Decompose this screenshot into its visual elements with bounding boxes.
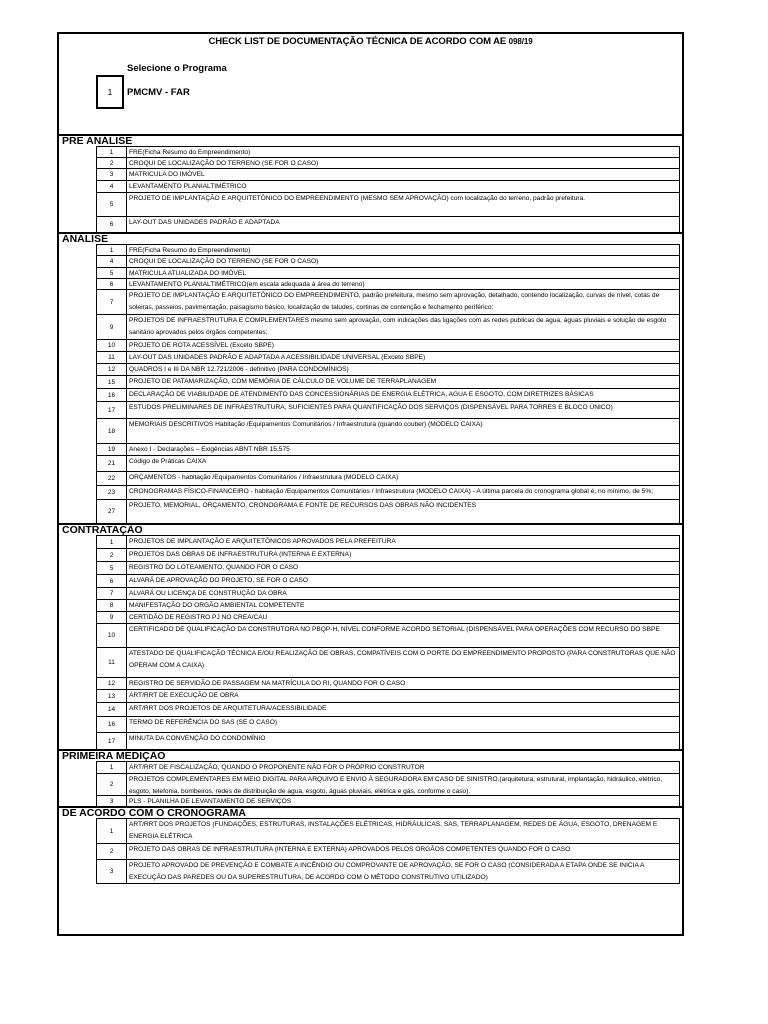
checklist-row[interactable] <box>96 623 680 648</box>
checklist-row[interactable] <box>96 647 680 678</box>
program-number-field[interactable]: 1 <box>96 75 124 109</box>
title-text: CHECK LIST DE DOCUMENTAÇÃO TÉCNICA DE ACORDO COM AE <box>208 36 507 47</box>
checklist-row[interactable] <box>96 216 680 233</box>
program-name: PMCMV - FAR <box>127 87 190 98</box>
item-number: 3 <box>97 860 127 883</box>
checklist-row[interactable] <box>96 314 680 340</box>
item-number: 4 <box>97 256 127 267</box>
item-number: 9 <box>97 612 127 623</box>
item-description: PROJETOS DE IMPLANTAÇÃO E ARQUITETÔNICOS APROVADOS PELA PREFEITURA <box>129 538 396 545</box>
item-number: 6 <box>97 575 127 587</box>
checklist-row[interactable] <box>96 401 680 419</box>
item-description: FRE(Ficha Resumo do Empreendimento) <box>129 149 251 156</box>
item-description: PROJETOS DAS OBRAS DE INFRAESTRUTURA (INTERNA E EXTERNA) <box>129 551 352 558</box>
item-description: FRE(Ficha Resumo do Empreendimento) <box>129 247 251 254</box>
item-description: CERTIDÃO DE REGISTRO PJ NO CREA/CAU <box>129 614 268 621</box>
item-description: ESTUDOS PRELIMINARES DE INFRAESTRUTURA, SUFICIENTES PARA QUANTIFICAÇÃO DOS SERVIÇOS (DISPENSÁVEL PARA TORRES E BLOCO ÚNICO) <box>129 404 613 411</box>
item-number: 2 <box>97 158 127 168</box>
item-number: 2 <box>97 774 127 795</box>
checklist-row[interactable] <box>96 535 680 549</box>
item-number: 14 <box>97 703 127 716</box>
item-description: MATRICULA DO IMÓVEL <box>129 171 205 178</box>
item-number: 10 <box>97 624 127 647</box>
item-description: Anexo I - Declarações – Exigências ABNT NBR 15.575 <box>129 446 290 453</box>
item-description: ART/RRT DOS PROJETOS (FUNDAÇÕES, ESTRUTURAS, INSTALAÇÕES ELÉTRICAS, HIDRÁULICAS, SAS, TERRAPLANAGEM, REDES DE ÁGUA, ESGOTO, DRENAGEM E ENERGIA ELÉTRICA <box>129 821 658 840</box>
item-description: CRONOGRAMAS FÍSICO-FINANCEIRO - habitação /Equipamentos Comunitários / Infraestrutura (MODELO CAIXA) - A última parcela do cronograma global é, no mínimo, de 5%; <box>129 488 654 495</box>
item-number: 19 <box>97 444 127 455</box>
item-number: 5 <box>97 562 127 574</box>
item-description: ART/RRT DE EXECUÇÃO DE OBRA <box>129 692 239 699</box>
section-header: DE ACORDO COM O CRONOGRAMA <box>59 806 682 819</box>
item-number: 11 <box>97 352 127 363</box>
checklist-row[interactable] <box>96 859 680 884</box>
item-description: ART/RRT DOS PROJETOS DE ARQUITETURA/ACESSIBILIDADE <box>129 705 327 712</box>
item-description: PROJETO DE IMPLANTAÇÃO E ARQUITETÔNICO DO EMPREENDIMENTO, padrão prefeitura, mesmo sem aprovação, detalhado, contendo localização, curvas de nível, cotas de soleiras, passeios, pavimentação, paisagismo básico, localização de taludes, cortinas de contenção e fechamento periférico; <box>129 292 660 311</box>
item-number: 4 <box>97 181 127 192</box>
item-number: 11 <box>97 648 127 677</box>
item-description: LAY-OUT DAS UNIDADES PADRÃO E ADAPTADA <box>129 219 280 226</box>
item-number: 7 <box>97 290 127 314</box>
item-description: PLS - PLANILHA DE LEVANTAMENTO DE SERVIÇOS <box>129 798 292 805</box>
item-number: 1 <box>97 536 127 548</box>
item-description: MANIFESTAÇÃO DO ORGÃO AMBIENTAL COMPETENTE <box>129 602 305 609</box>
item-number: 21 <box>97 456 127 471</box>
checklist-row[interactable] <box>96 716 680 733</box>
item-number: 5 <box>97 193 127 216</box>
item-number: 12 <box>97 364 127 375</box>
section-header: ANÁLISE <box>59 232 682 245</box>
select-program-label: Selecione o Programa <box>127 63 227 74</box>
item-description: PROJETO DE IMPLANTAÇÃO E ARQUITETÔNICO DO EMPREENDIMENTO (MESMO SEM APROVAÇÃO) com localização do terreno, padrão prefeitura. <box>129 195 586 202</box>
item-description: PROJETO, MEMORIAL, ORÇAMENTO, CRONOGRAMA E FONTE DE RECURSOS DAS OBRAS NÃO INCIDENTES <box>129 502 477 509</box>
checklist-row[interactable] <box>96 689 680 703</box>
item-number: 12 <box>97 678 127 689</box>
item-number: 1 <box>97 762 127 773</box>
item-description: ART/RRT DE FISCALIZAÇÃO, QUANDO O PROPONENTE NÃO FOR O PRÓPRIO CONSTRUTOR <box>129 764 425 771</box>
item-number: 15 <box>97 376 127 388</box>
item-number: 1 <box>97 819 127 843</box>
item-description: PROJETOS COMPLEMENTARES EM MEIO DIGITAL PARA ARQUIVO E ENVIO À SEGURADORA EM CASO DE SINISTRO.(arquitetura, estrutural, implantação, hidráulico, elétrico, esgoto, telefonia, bombeiros, redes de distribuição de agua, esgoto, águas pluviais, elétrica e gás, conforme o caso). <box>129 776 663 795</box>
item-number: 2 <box>97 844 127 859</box>
checklist-row[interactable] <box>96 192 680 217</box>
checklist-row[interactable] <box>96 485 680 500</box>
item-description: DECLARAÇÃO DE VIABILIDADE DE ATENDIMENTO DAS CONCESSIONÁRIAS DE ENERGIA ELÉTRICA, AGUA E ESGOTO, COM DIRETRIZES BÁSICAS <box>129 391 594 398</box>
item-number: 18 <box>97 419 127 443</box>
item-description: CROQUI DE LOCALIZAÇÃO DO TERRENO (SE FOR O CASO) <box>129 258 319 265</box>
checklist-row[interactable] <box>96 818 680 844</box>
checklist-sheet <box>57 32 684 936</box>
checklist-row[interactable] <box>96 418 680 444</box>
item-description: ALVARÁ OU LICENÇA DE CONSTRUÇÃO DA OBRA <box>129 590 287 597</box>
item-number: 10 <box>97 340 127 351</box>
item-description: PROJETO DE ROTA ACESSÍVEL (Exceto SBPE) <box>129 342 274 349</box>
checklist-row[interactable] <box>96 548 680 562</box>
item-description: REGISTRO DO LOTEAMENTO, QUANDO FOR O CASO <box>129 564 299 571</box>
checklist-row[interactable] <box>96 732 680 750</box>
item-description: LAY-OUT DAS UNIDADES PADRÃO E ADAPTADA A ACESSIBILIDADE UNIVERSAL (Exceto SBPE) <box>129 354 426 361</box>
title-suffix: 098/19 <box>508 37 533 46</box>
item-number: 7 <box>97 588 127 599</box>
section-header: PRIMEIRA MEDIÇÃO <box>59 749 682 762</box>
item-number: 5 <box>97 268 127 278</box>
checklist-row[interactable] <box>96 289 680 315</box>
item-number: 1 <box>97 147 127 157</box>
checklist-row[interactable] <box>96 455 680 472</box>
checklist-row[interactable] <box>96 773 680 796</box>
item-number: 6 <box>97 217 127 232</box>
item-number: 6 <box>97 279 127 289</box>
item-description: Código de Práticas CAIXA <box>129 458 207 465</box>
item-number: 22 <box>97 472 127 485</box>
item-number: 17 <box>97 402 127 418</box>
item-description: CROQUI DE LOCALIZAÇÃO DO TERRENO (SE FOR O CASO) <box>129 160 319 167</box>
item-description: REGISTRO DE SERVIDÃO DE PASSAGEM NA MATRÍCULA DO RI, QUANDO FOR O CASO <box>129 680 406 687</box>
checklist-row[interactable] <box>96 702 680 717</box>
item-number: 2 <box>97 549 127 561</box>
item-description: MATRICULA ATUALIZADA DO IMÓVEL <box>129 270 247 277</box>
checklist-row[interactable] <box>96 375 680 389</box>
checklist-row[interactable] <box>96 843 680 860</box>
item-description: PROJETO DE PATAMARIZAÇÃO, COM MEMÓRIA DE CÁLCULO DE VOLUME DE TERRAPLANAGEM <box>129 378 437 385</box>
item-number: 23 <box>97 486 127 499</box>
item-description: CERTIFICADO DE QUALIFICAÇÃO DA CONSTRUTORA NO PBQP-H, NÍVEL CONFORME ACORDO SETORIAL (DISPENSÁVEL PARA OPERAÇÕES COM RECURSO DO SBPE <box>129 626 660 633</box>
item-number: 1 <box>97 245 127 255</box>
item-description: MEMORIAIS DESCRITIVOS Habitação /Equipamentos Comunitários / Infraestrutura (quando couber) (MODELO CAIXA) <box>129 421 483 428</box>
item-number: 3 <box>97 169 127 180</box>
item-description: LEVANTAMENTO PLANIALTIMÉTRICO(em escala adequada à área do terreno) <box>129 281 365 288</box>
item-number: 13 <box>97 690 127 702</box>
item-description: PROJETO APROVADO DE PREVENÇÃO E COMBATE A INCÊNDIO OU COMPROVANTE DE APROVAÇÃO, SE FOR O CASO (CONSIDERADA A ETAPA ONDE SE INICIA A EXECUÇÃO DAS PAREDES OU DA SUPERESTRUTURA, DE ACORDO COM O MÉTODO CONSTRUTIVO UTILIZADO) <box>129 862 645 881</box>
item-description: ATESTADO DE QUALIFICAÇÃO TÉCNICA E/OU REALIZAÇÃO DE OBRAS, COMPATÍVEIS COM O PORTE DO EMPREENDIMENTO PROPOSTO (PARA CONSTRUTORAS QUE NÃO OPERAM COM A CAIXA) <box>129 650 676 669</box>
item-number: 8 <box>97 600 127 611</box>
item-description: ALVARÁ DE APROVAÇÃO DO PROJETO, SE FOR O CASO <box>129 577 309 584</box>
item-number: 16 <box>97 717 127 732</box>
item-description: LEVANTAMENTO PLANIALTIMÉTRICO <box>129 183 247 190</box>
checklist-row[interactable] <box>96 471 680 486</box>
section-header: CONTRATAÇÃO <box>59 523 682 536</box>
checklist-row[interactable] <box>96 561 680 575</box>
item-number: 27 <box>97 500 127 523</box>
page-title <box>59 36 682 47</box>
item-description: QUADROS I e III DA NBR 12.721/2006 - definitivo (PARA CONDOMÍNIOS) <box>129 366 349 373</box>
section-header: PRE ANÁLISE <box>59 134 682 147</box>
checklist-row[interactable] <box>96 388 680 402</box>
item-description: MINUTA DA CONVENÇÃO DO CONDOMÍNIO <box>129 735 266 742</box>
item-description: PROJETO DAS OBRAS DE INFRAESTRUTURA (INTERNA E EXTERNA) APROVADOS PELOS ORGÃOS COMPETENTES QUANDO FOR O CASO <box>129 846 571 853</box>
checklist-row[interactable] <box>96 499 680 524</box>
item-description: PROJETOS DE INFRAESTRUTURA E COMPLEMENTARES mesmo sem aprovação, com indicações das ligações com as redes publicas de agua, águas pluviais e solução de esgoto sanitário aprovados pelos órgãos competentes; <box>129 317 667 336</box>
checklist-row[interactable] <box>96 574 680 588</box>
item-description: ORÇAMENTOS - habitação /Equipamentos Comunitários / Infraestrutura (MODELO CAIXA) <box>129 474 399 481</box>
item-number: 17 <box>97 733 127 749</box>
item-number: 16 <box>97 389 127 401</box>
item-number: 3 <box>97 796 127 806</box>
item-description: TERMO DE REFERÊNCIA DO SAS (SE O CASO) <box>129 719 278 726</box>
item-number: 9 <box>97 315 127 339</box>
